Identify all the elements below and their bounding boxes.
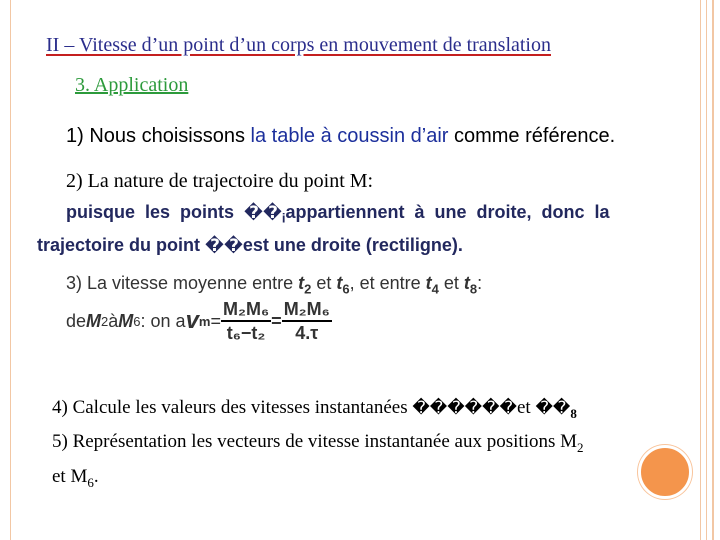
average-speed-fraction: $\frac{\text{M₂M₆}}{\text{t₆−t₂}}$ <box>223 299 270 343</box>
reference-highlight: la table à coussin d’air <box>250 125 449 147</box>
section-subtitle: 3. Application <box>75 74 189 96</box>
item-2-heading: 2) La nature de trajectoire du point M: <box>66 170 374 192</box>
item-5-line-2: et $M_6$. <box>52 466 99 490</box>
item-3-line-1: 3) La vitesse moyenne entre $t_2$ et $t_6$, et entre $t_4$ et $t_8$: <box>66 273 483 297</box>
page-title: II – Vitesse d’un point d’un corps en mouvement de translation <box>46 34 551 56</box>
frame-left-line <box>10 0 11 540</box>
frame-right-line <box>700 0 701 540</box>
missing-glyph: �� <box>244 203 282 223</box>
item-3-line-2: de M 2 à M 6 : on a v m = $\frac{\text{M₂M₆}}{\text{t₆−t₂}}$ = $\frac{\text{M₂M₆}}{4.\tau}$ <box>66 299 330 343</box>
decorative-circle <box>638 445 692 499</box>
item-2-line-2: trajectoire du point ��est une droite (rectiligne). <box>37 235 463 256</box>
item-2-line-1: puisque les points $��_iappartiennent$ à une droite, donc la <box>66 202 610 226</box>
frame-right-line <box>706 0 707 540</box>
item-4: 4) Calcule les valeurs des vitesses instantanées ������et $��_8$ <box>52 397 577 421</box>
frame-right-line <box>712 0 714 540</box>
item-5-line-1: 5) Représentation les vecteurs de vitesse instantanée aux positions $M_2$ <box>52 431 584 455</box>
missing-glyph: �� <box>205 236 243 256</box>
average-speed-fraction-tau: $\frac{\text{M₂M₆}}{4.\tau}$ <box>283 299 330 343</box>
item-1: 1) Nous choisissons la table à coussin d’air comme référence. <box>66 125 616 147</box>
